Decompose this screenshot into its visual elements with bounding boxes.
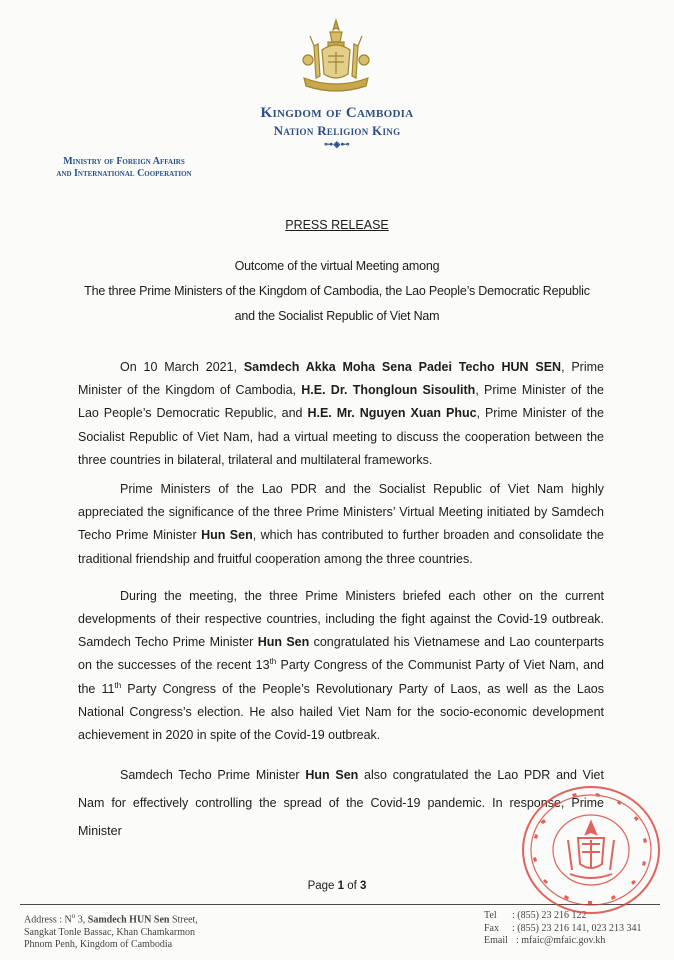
email-row [484, 935, 664, 948]
name-thongloun: H.E. Dr. Thongloun Sisoulith [301, 383, 476, 398]
ornament-divider: ⊶◈⊷ [324, 139, 350, 149]
ordinal-suffix: th [269, 657, 277, 667]
paragraph-2 [78, 478, 604, 571]
address-no-suffix: o [71, 912, 76, 920]
page-total: 3 [360, 880, 367, 892]
document-title: PRESS RELEASE [285, 218, 389, 232]
name-hun-sen: Samdech Akka Moha Sena Padei Techo HUN SEN [243, 360, 562, 374]
footer-address [24, 910, 284, 952]
name-hun-sen: Hun Sen [201, 528, 253, 543]
kingdom-heading [0, 104, 674, 149]
headline [0, 254, 674, 329]
name-hun-sen: Hun Sen [257, 635, 310, 650]
text-run: , Prime Minister of the Socialist Republic of Viet Nam, had a virtual meeting to discuss the cooperation between the three countries in bilateral, trilateral and multilateral frameworks. [78, 406, 604, 467]
name-hun-sen: Hun Sen [305, 768, 359, 783]
paragraph-1 [78, 356, 604, 472]
ministry-line-1: Ministry of Foreign Affairs [63, 156, 185, 167]
text-run: , Prime Minister of the Lao People’s Democratic Republic, and [78, 383, 604, 421]
tel-value: : (855) 23 216 122 [512, 910, 587, 921]
tel-label: Tel [484, 910, 497, 921]
email-value: : mfaic@mfaic.gov.kh [516, 935, 606, 946]
headline-line-1: Outcome of the virtual Meeting among [234, 259, 440, 273]
text-run: Party Congress of the People’s Revolutionary Party of Laos, as well as the Laos National Congress’s election. He also hailed Viet Nam for the socio-economic development achievement in 2020 in spite of the Covid-19 outbreak. [78, 681, 605, 743]
text-run: On 10 March 2021, [120, 360, 244, 374]
page-current: 1 [337, 880, 345, 892]
address-line-1 [24, 910, 284, 927]
ministry-name [24, 156, 224, 180]
fax-label: Fax [484, 922, 499, 934]
text-run: , which has contributed to further broaden and consolidate the traditional friendship and fruitful cooperation among the three countries. [78, 528, 604, 566]
page-label: Page [307, 880, 338, 892]
address-line-2: Sangkat Tonle Bassac, Khan Chamkarmon [24, 926, 196, 938]
kingdom-title: Kingdom of Cambodia [260, 105, 414, 121]
address-number: 3, [75, 914, 88, 926]
headline-line-2: The three Prime Ministers of the Kingdom of Cambodia, the Lao People’s Democratic Republic [84, 284, 590, 298]
address-street-name: Samdech HUN Sen [87, 914, 170, 926]
email-label: Email [484, 935, 508, 946]
address-label: Address : N [24, 914, 72, 926]
fax-row [484, 923, 664, 936]
text-run: During the meeting, the three Prime Ministers briefed each other on the current developments of their respective countries, including the fight against the Covid-19 outbreak. Samdech Techo Prime Minister [78, 588, 604, 650]
text-run: Samdech Techo Prime Minister [120, 768, 306, 783]
text-run: Prime Ministers of the Lao PDR and the Socialist Republic of Viet Nam highly appreciated the significance of the three Prime Ministers’ Virtual Meeting initiated by Samdech Techo Prime Minister [78, 482, 604, 543]
ministry-official-seal-icon [518, 782, 664, 918]
cambodia-royal-arms-icon [292, 16, 380, 96]
text-run: , Prime Minister of the Kingdom of Cambodia, [78, 360, 604, 398]
text-run: congratulated his Vietnamese and Lao counterparts on the successes of the recent 13 [78, 635, 604, 673]
national-motto: Nation Religion King [273, 123, 401, 138]
headline-line-3: and the Socialist Republic of Viet Nam [234, 309, 440, 323]
paragraph-3 [78, 585, 604, 747]
fax-value: : (855) 23 216 141, 023 213 341 [512, 922, 642, 934]
name-nguyen-xuan-phuc: H.E. Mr. Nguyen Xuan Phuc [307, 406, 477, 421]
text-run: Party Congress of the Communist Party of Viet Nam, and the 11 [78, 658, 605, 696]
address-street-suffix: Street, [169, 914, 198, 926]
body-text [78, 356, 604, 845]
ordinal-suffix: th [114, 680, 122, 690]
address-line-3: Phnom Penh, Kingdom of Cambodia [24, 939, 173, 951]
text-run: also congratulated the Lao PDR and Viet Nam for effectively controlling the spread of the Covid-19 pandemic. In response, Prime Minister [78, 768, 604, 839]
ministry-line-2: and International Cooperation [56, 168, 192, 179]
page-of: of [344, 880, 361, 892]
